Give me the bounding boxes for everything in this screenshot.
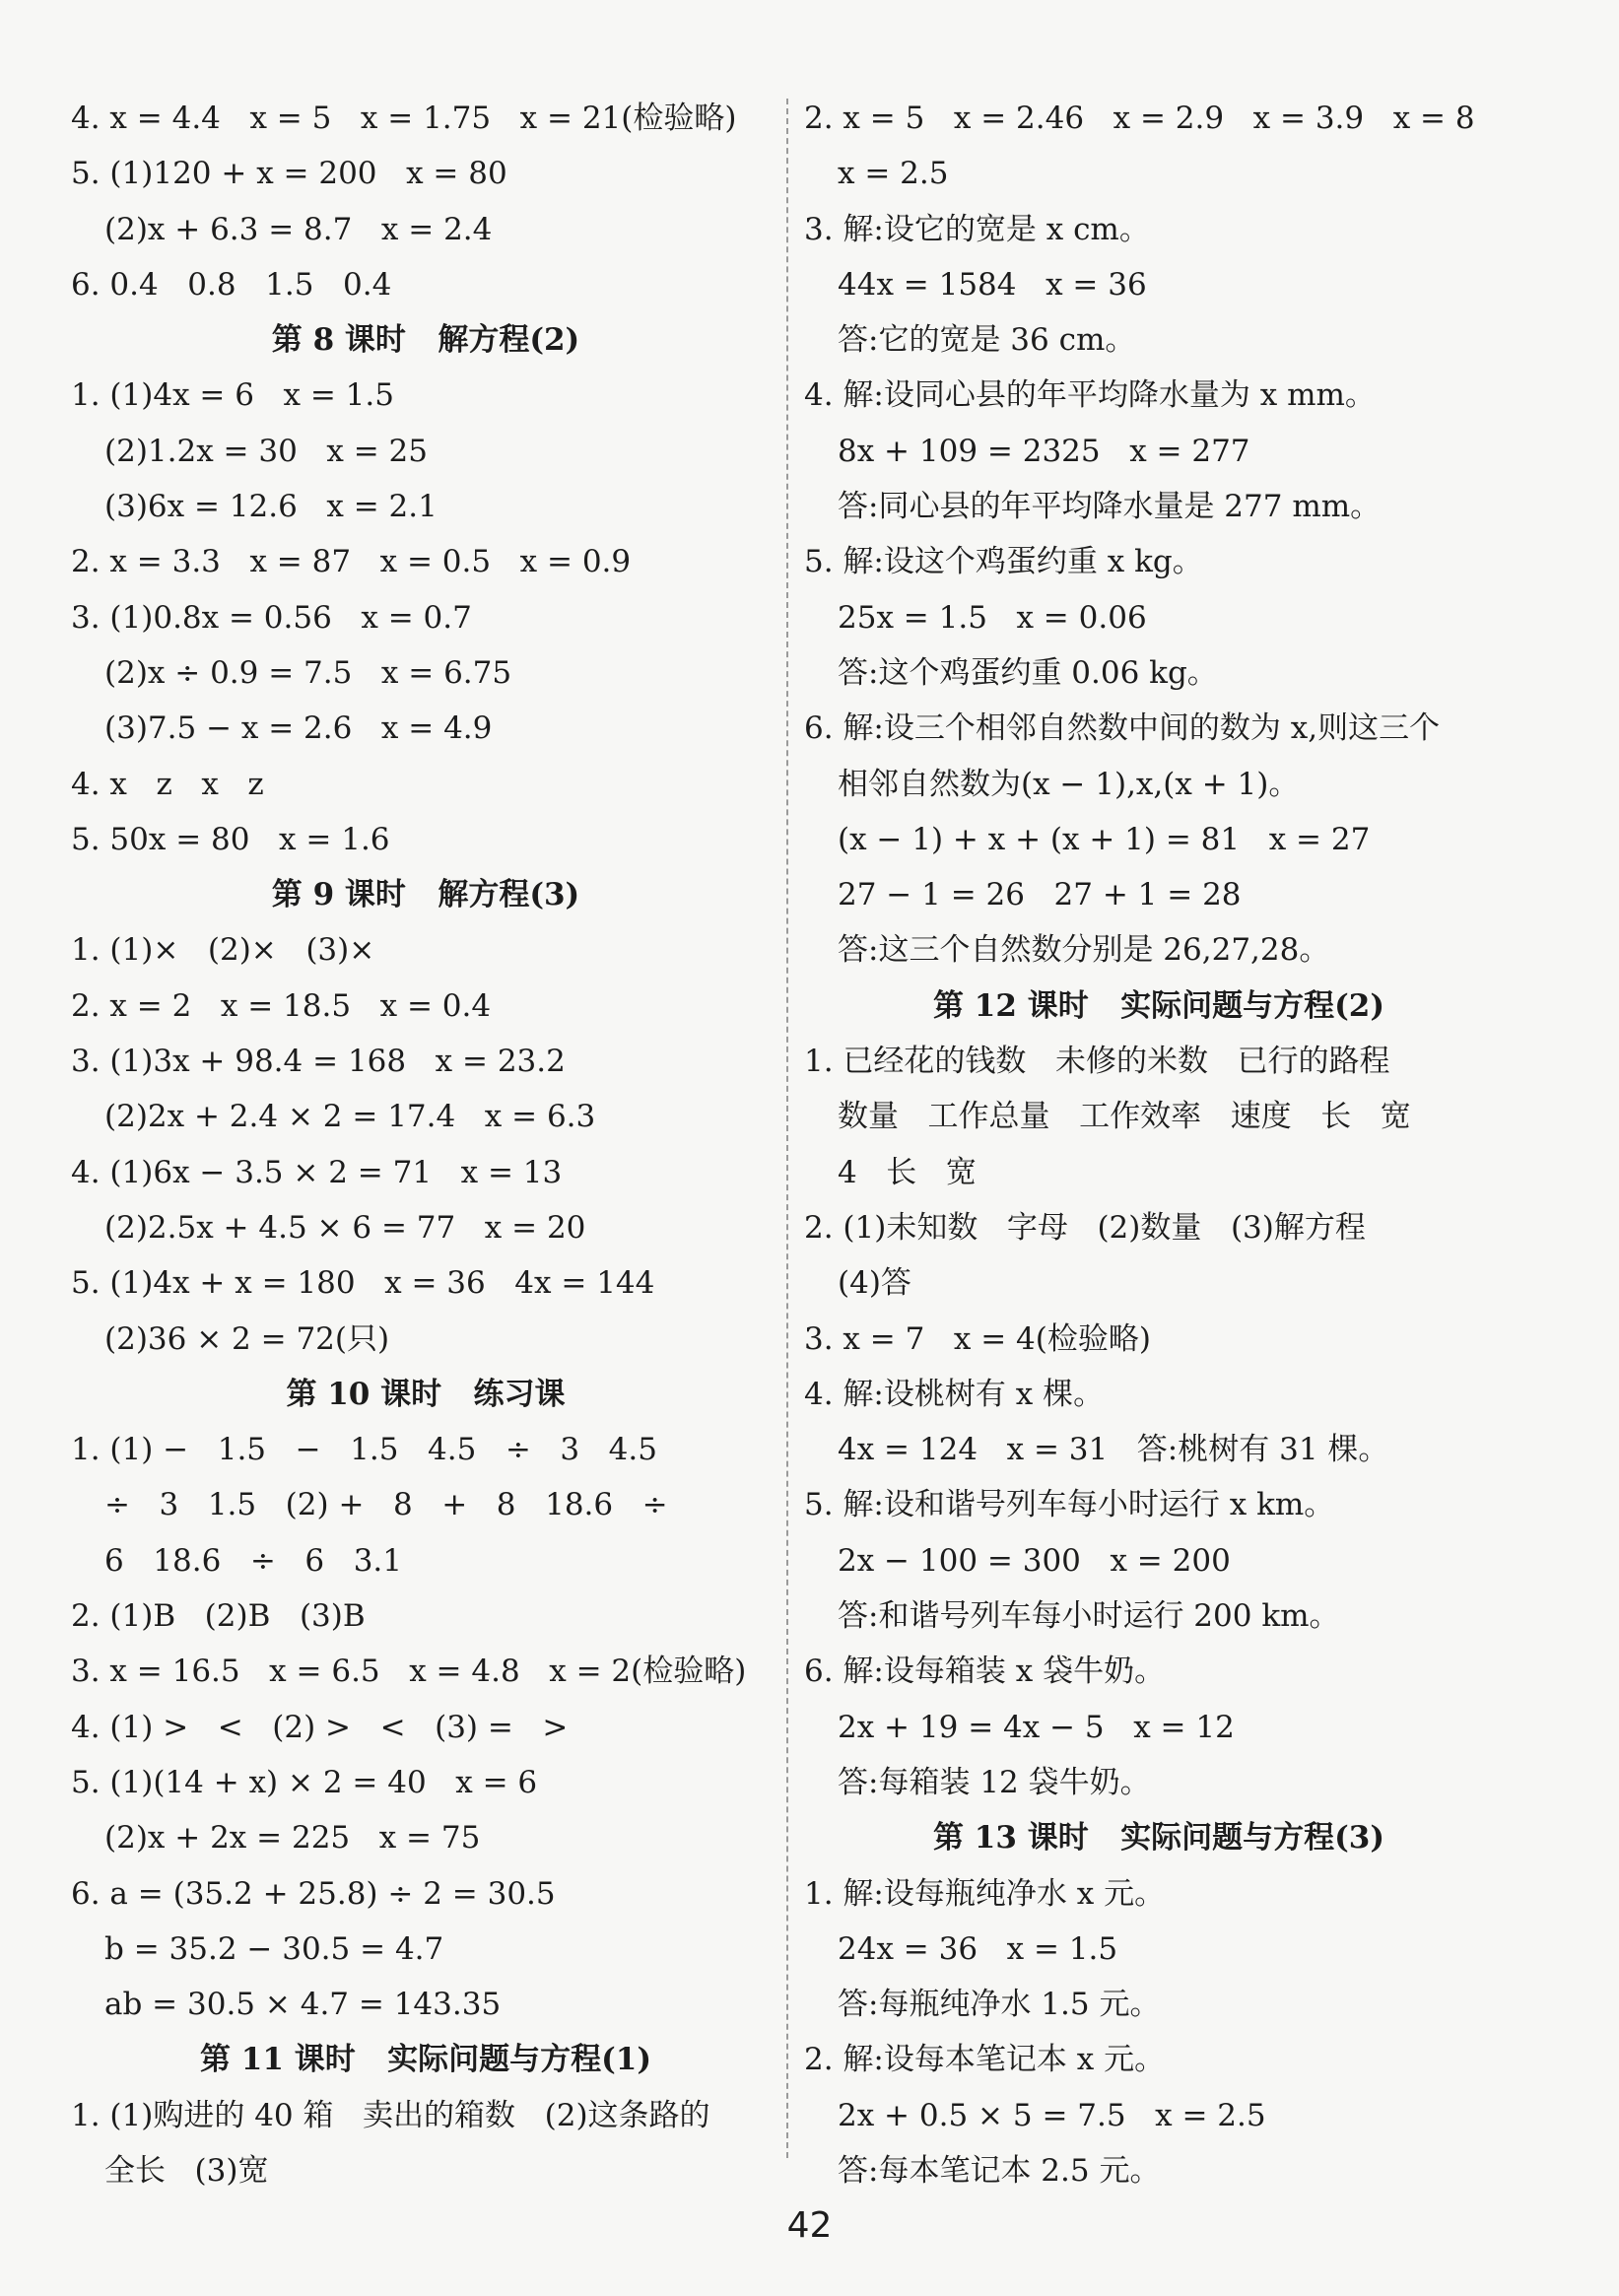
answer-line: 3. (1)3x + 98.4 = 168 x = 23.2: [71, 1044, 566, 1080]
answer-line: 4. (1)6x − 3.5 × 2 = 71 x = 13: [71, 1154, 563, 1190]
answer-line: ÷ 3 1.5 (2) + 8 + 8 18.6 ÷: [104, 1487, 668, 1523]
answer-line: 5. (1)4x + x = 180 x = 36 4x = 144: [71, 1265, 655, 1302]
answer-line: 1. (1) − 1.5 − 1.5 4.5 ÷ 3 4.5: [71, 1432, 657, 1468]
answer-line: 2. (1)未知数 字母 (2)数量 (3)解方程: [804, 1209, 1366, 1246]
section-heading: 第 13 课时 实际问题与方程(3): [932, 1820, 1384, 1857]
answer-line: 答:它的宽是 36 cm。: [838, 322, 1136, 359]
answer-line: 2. x = 3.3 x = 87 x = 0.5 x = 0.9: [71, 544, 632, 580]
answer-line: 1. (1)购进的 40 箱 卖出的箱数 (2)这条路的: [71, 2097, 710, 2133]
section-heading: 第 11 课时 实际问题与方程(1): [199, 2042, 651, 2078]
answer-line: (2)x ÷ 0.9 = 7.5 x = 6.75: [104, 654, 512, 691]
answer-line: (x − 1) + x + (x + 1) = 81 x = 27: [838, 821, 1371, 857]
answer-line: 3. x = 7 x = 4(检验略): [804, 1320, 1151, 1357]
answer-line: 4. (1) > < (2) > < (3) = >: [71, 1709, 569, 1745]
answer-line: 答:同心县的年平均降水量是 277 mm。: [838, 489, 1382, 525]
answer-line: 2x − 100 = 300 x = 200: [838, 1542, 1231, 1579]
answer-line: 5. 解:设和谐号列车每小时运行 x km。: [804, 1487, 1335, 1523]
answer-line: 4 长 宽: [838, 1154, 977, 1190]
answer-line: 相邻自然数为(x − 1),x,(x + 1)。: [838, 766, 1300, 802]
answer-line: 1. 解:设每瓶纯净水 x 元。: [804, 1875, 1166, 1912]
answer-line: 6. 解:设每箱装 x 袋牛奶。: [804, 1654, 1166, 1690]
answer-line: 数量 工作总量 工作效率 速度 长 宽: [838, 1099, 1411, 1135]
answer-line: 4. 解:设桃树有 x 棵。: [804, 1376, 1105, 1412]
column-divider: [786, 99, 788, 2158]
answer-line: 2. (1)B (2)B (3)B: [71, 1598, 366, 1635]
section-heading: 第 12 课时 实际问题与方程(2): [932, 987, 1384, 1024]
answer-line: (3)7.5 − x = 2.6 x = 4.9: [104, 710, 493, 747]
answer-line: 1. (1)4x = 6 x = 1.5: [71, 377, 394, 414]
answer-line: 2. x = 5 x = 2.46 x = 2.9 x = 3.9 x = 8: [804, 101, 1475, 136]
answer-line: 答:每箱装 12 袋牛奶。: [838, 1764, 1151, 1800]
answer-line: 5. 解:设这个鸡蛋约重 x kg。: [804, 544, 1203, 580]
answer-line: 4. 解:设同心县的年平均降水量为 x mm。: [804, 377, 1376, 414]
answer-line: 5. (1)(14 + x) × 2 = 40 x = 6: [71, 1764, 538, 1800]
answer-line: 5. 50x = 80 x = 1.6: [71, 821, 390, 857]
answer-line: 6. a = (35.2 + 25.8) ÷ 2 = 30.5: [71, 1875, 556, 1912]
answer-line: 4. x z x z: [71, 766, 264, 802]
answer-line: 答:每瓶纯净水 1.5 元。: [838, 1987, 1161, 2023]
section-heading: 第 8 课时 解方程(2): [271, 322, 580, 359]
answer-line: (3)6x = 12.6 x = 2.1: [104, 489, 438, 525]
answer-line: 5. (1)120 + x = 200 x = 80: [71, 156, 507, 192]
answer-line: b = 35.2 − 30.5 = 4.7: [104, 1930, 444, 1967]
answer-line: 答:这三个自然数分别是 26,27,28。: [838, 932, 1330, 969]
answer-line: 3. (1)0.8x = 0.56 x = 0.7: [71, 599, 472, 636]
answer-line: 44x = 1584 x = 36: [838, 266, 1147, 303]
answer-line: 3. 解:设它的宽是 x cm。: [804, 211, 1150, 247]
right-answer-column: [804, 91, 1514, 2198]
answer-line: 4x = 124 x = 31 答:桃树有 31 棵。: [838, 1432, 1389, 1468]
section-heading: 第 9 课时 解方程(3): [271, 877, 580, 913]
answer-line: (2)2.5x + 4.5 × 6 = 77 x = 20: [104, 1209, 586, 1246]
answer-line: (2)x + 6.3 = 8.7 x = 2.4: [104, 211, 493, 247]
page-number: 42: [786, 2205, 833, 2246]
answer-line: (2)36 × 2 = 72(只): [104, 1320, 390, 1357]
answer-line: 1. 已经花的钱数 未修的米数 已行的路程: [804, 1044, 1390, 1080]
answer-line: ab = 30.5 × 4.7 = 143.35: [104, 1987, 502, 2023]
answer-line: (2)2x + 2.4 × 2 = 17.4 x = 6.3: [104, 1099, 596, 1135]
answer-line: 6 18.6 ÷ 6 3.1: [104, 1542, 402, 1579]
answer-line: 2. 解:设每本笔记本 x 元。: [804, 2042, 1166, 2078]
answer-line: 2x + 19 = 4x − 5 x = 12: [838, 1709, 1235, 1745]
answer-line: 2. x = 2 x = 18.5 x = 0.4: [71, 987, 492, 1024]
answer-line: 答:和谐号列车每小时运行 200 km。: [838, 1598, 1340, 1635]
section-heading: 第 10 课时 练习课: [286, 1376, 566, 1412]
answer-line: 8x + 109 = 2325 x = 277: [838, 433, 1250, 469]
answer-line: (2)x + 2x = 225 x = 75: [104, 1820, 481, 1857]
answer-line: 6. 解:设三个相邻自然数中间的数为 x,则这三个: [804, 710, 1441, 747]
answer-line: 2x + 0.5 × 5 = 7.5 x = 2.5: [838, 2097, 1266, 2133]
answer-line: 4. x = 4.4 x = 5 x = 1.75 x = 21(检验略): [71, 101, 737, 136]
answer-line: 答:每本笔记本 2.5 元。: [838, 2152, 1161, 2189]
answer-line: (4)答: [838, 1265, 911, 1302]
answer-line: x = 2.5: [838, 156, 949, 192]
answer-line: 3. x = 16.5 x = 6.5 x = 4.8 x = 2(检验略): [71, 1654, 747, 1690]
answer-line: 27 − 1 = 26 27 + 1 = 28: [838, 877, 1242, 913]
answer-line: 全长 (3)宽: [104, 2152, 269, 2189]
answer-line: 24x = 36 x = 1.5: [838, 1930, 1118, 1967]
left-answer-column: [71, 91, 780, 2198]
answer-line: (2)1.2x = 30 x = 25: [104, 433, 428, 469]
answer-line: 1. (1)× (2)× (3)×: [71, 932, 375, 969]
answer-line: 6. 0.4 0.8 1.5 0.4: [71, 266, 392, 303]
answer-line: 25x = 1.5 x = 0.06: [838, 599, 1147, 636]
answer-line: 答:这个鸡蛋约重 0.06 kg。: [838, 654, 1218, 691]
